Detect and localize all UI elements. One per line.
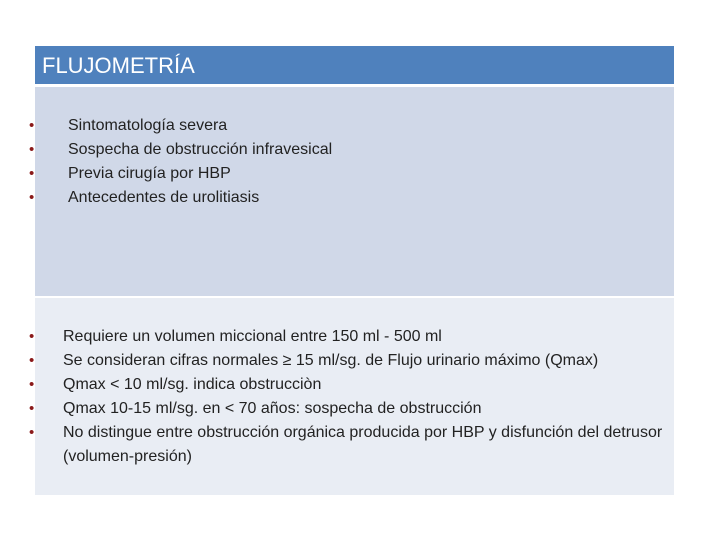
indications-panel [29, 87, 674, 296]
item-text: Qmax 10-15 ml/sg. en < 70 años: sospecha de obstrucción [63, 400, 482, 417]
bullet-icon: • [29, 400, 35, 417]
item-text: Qmax < 10 ml/sg. indica obstrucciòn [63, 376, 322, 393]
item-text: Previa cirugía por HBP [68, 165, 231, 182]
bullet-icon: • [29, 165, 35, 182]
list-item [29, 325, 665, 349]
list-item [29, 114, 332, 138]
list-item [29, 373, 665, 397]
list-item [29, 421, 665, 469]
item-text: Antecedentes de urolitiasis [68, 189, 260, 206]
bullet-icon: • [29, 141, 35, 158]
list-item [29, 397, 665, 421]
list-item [29, 186, 332, 210]
bullet-icon: • [29, 352, 35, 369]
item-text: Sintomatología severa [68, 117, 228, 134]
item-text: Requiere un volumen miccional entre 150 ml - 500 ml [63, 328, 442, 345]
notes-list [29, 325, 665, 469]
slide-title: FLUJOMETRÍA [35, 46, 674, 84]
bullet-icon: • [29, 328, 35, 345]
list-item [29, 138, 333, 162]
item-text: Se consideran cifras normales ≥ 15 ml/sg. de Flujo urinario máximo (Qmax) [63, 352, 599, 369]
item-text: No distingue entre obstrucción orgánica producida por HBP y disfunción del detrusor (volumen-presión) [63, 424, 663, 465]
bullet-icon: • [29, 424, 35, 441]
notes-panel [29, 298, 674, 495]
bullet-icon: • [29, 189, 35, 206]
list-item [29, 349, 665, 373]
indications-list [29, 114, 333, 210]
bullet-icon: • [29, 117, 35, 134]
bullet-icon: • [29, 376, 35, 393]
item-text: Sospecha de obstrucción infravesical [68, 141, 333, 158]
list-item [29, 162, 332, 186]
